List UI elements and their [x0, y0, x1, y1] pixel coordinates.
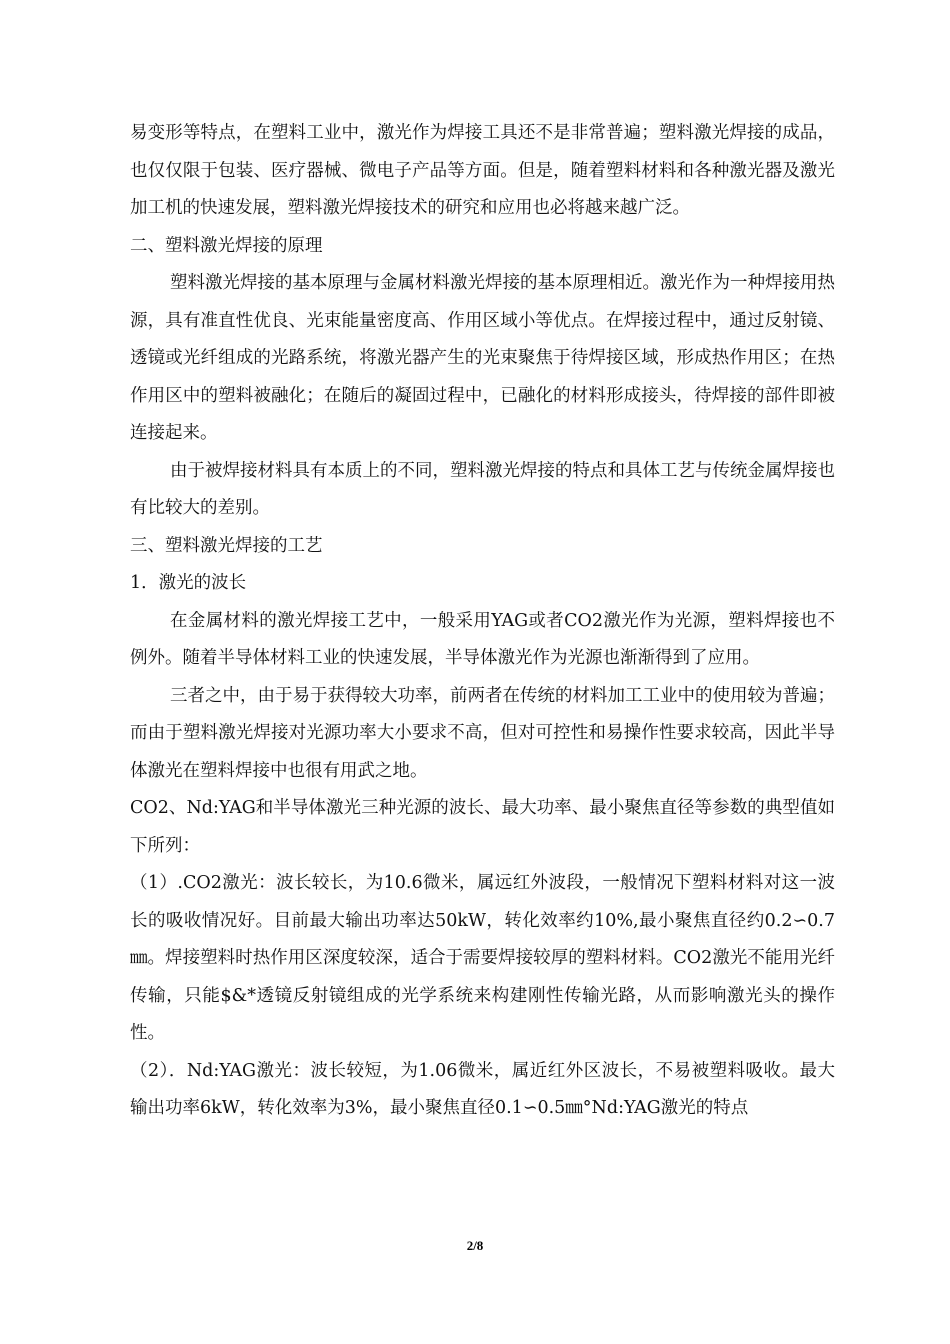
list-item-ndyag-laser: （2）．Nd:YAG激光：波长较短，为1.06微米，属近红外区波长，不易被塑料吸收。最大输出功率6kW，转化效率为3%，最小聚焦直径0.1∽0.5㎜°Nd:YAG激光的特点 [130, 1060, 835, 1118]
page-number: 2/8 [466, 1238, 484, 1253]
section-heading-process: 三、塑料激光焊接的工艺 [130, 535, 323, 556]
document-body [130, 115, 835, 1128]
paragraph-principle: 塑料激光焊接的基本原理与金属材料激光焊接的基本原理相近。激光作为一种焊接用热源，具有准直性优良、光束能量密度高、作用区域小等优点。在焊接过程中，通过反射镜、透镜或光纤组成的光路系统，将激光器产生的光束聚焦于待焊接区域，形成热作用区；在热作用区中的塑料被融化；在随后的凝固过程中，已融化的材料形成接头，待焊接的部件即被连接起来。 [130, 273, 835, 443]
paragraph-continuation: 易变形等特点，在塑料工业中，激光作为焊接工具还不是非常普遍；塑料激光焊接的成品，也仅仅限于包装、医疗器械、微电子产品等方面。但是，随着塑料材料和各种激光器及激光加工机的快速发展，塑料激光焊接技术的研究和应用也必将越来越广泛。 [130, 123, 835, 218]
paragraph-comparison: 三者之中，由于易于获得较大功率，前两者在传统的材料加工工业中的使用较为普遍；而由于塑料激光焊接对光源功率大小要求不高，但对可控性和易操作性要求较高，因此半导体激光在塑料焊接中也很有用武之地。 [130, 685, 835, 781]
paragraph-light-sources: 在金属材料的激光焊接工艺中，一般采用YAG或者CO2激光作为光源，塑料焊接也不例外。随着半导体材料工业的快速发展，半导体激光作为光源也渐渐得到了应用。 [130, 610, 835, 668]
section-heading-principle: 二、塑料激光焊接的原理 [130, 235, 323, 256]
paragraph-parameters-intro: CO2、Nd:YAG和半导体激光三种光源的波长、最大功率、最小聚焦直径等参数的典型值如下所列： [130, 798, 835, 856]
paragraph-differences: 由于被焊接材料具有本质上的不同，塑料激光焊接的特点和具体工艺与传统金属焊接也有比较大的差别。 [130, 460, 835, 518]
list-item-co2-laser: （1）.CO2激光：波长较长，为10.6微米，属远红外波段，一般情况下塑料材料对这一波长的吸收情况好。目前最大输出功率达50kW，转化效率约10%,最小聚焦直径约0.2∽0.7㎜。焊接塑料时热作用区深度较深，适合于需要焊接较厚的塑料材料。CO2激光不能用光纤传输，只能$&*透镜反射镜组成的光学系统来构建刚性传输光路，从而影响激光头的操作性。 [130, 873, 835, 1043]
subsection-heading-wavelength: 1．激光的波长 [130, 573, 247, 593]
